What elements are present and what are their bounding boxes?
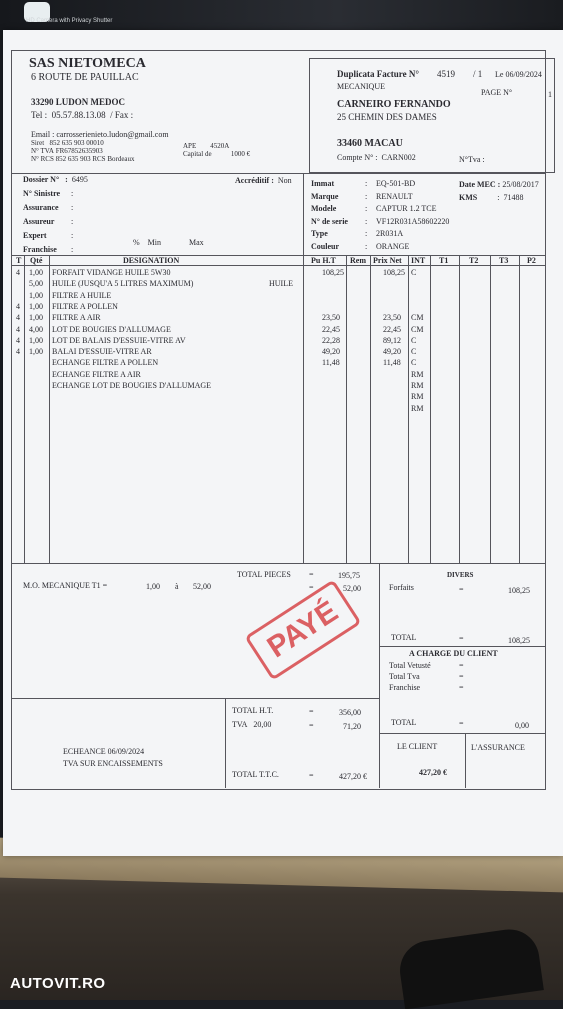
invoice-sep: / 1 (473, 69, 483, 79)
cell-des: ECHANGE FILTRE A POLLEN (52, 358, 159, 368)
cell-int: RM (411, 381, 424, 390)
fax-label: / Fax : (110, 110, 134, 120)
cell-pu: 23,50 (322, 313, 340, 323)
page-number: 1 (548, 90, 552, 99)
total-client-label: TOTAL (391, 718, 417, 727)
total-ttc: 427,20 € (339, 772, 367, 781)
cell-des: LOT DE BALAIS D'ESSUIE-VITRE AV (52, 335, 186, 345)
divider (379, 733, 545, 734)
account-number: CARN002 (381, 153, 416, 162)
divers-label: DIVERS (447, 571, 474, 579)
max-label: Max (189, 238, 204, 247)
company-name: SAS NIETOMECA (29, 56, 146, 71)
col-int: INT (411, 256, 426, 265)
col-t1: T1 (439, 256, 449, 265)
tva-total: 71,20 (343, 722, 361, 731)
rcs: 852 635 903 RCS Bordeaux (55, 155, 135, 163)
col-prixnet: Prix Net (373, 256, 402, 265)
ape: 4520A (210, 142, 230, 150)
cell-qte: 1,00 (29, 347, 43, 357)
col-t: T (16, 256, 22, 265)
col-t3: T3 (499, 256, 509, 265)
divider (11, 698, 379, 699)
pieces-total: 195,75 (338, 571, 360, 580)
mo-a: à (175, 582, 179, 591)
total-divers: 108,25 (508, 636, 530, 645)
col-t2: T2 (469, 256, 479, 265)
client-street: 25 CHEMIN DES DAMES (337, 112, 437, 122)
invoice-date: Le 06/09/2024 (495, 70, 542, 79)
assureur-label: Assureur (23, 217, 55, 226)
cell-net: 23,50 (383, 313, 401, 323)
cell-int: C (411, 358, 417, 368)
cell-t: 4 (16, 335, 20, 345)
col-puht: Pu H.T (311, 256, 336, 265)
cell-pu: 22,28 (322, 335, 340, 345)
divider (11, 563, 545, 564)
cell-t: 4 (16, 268, 20, 277)
franchise-label: Franchise (23, 245, 57, 254)
cell-net: 22,45 (383, 324, 401, 334)
divider (11, 255, 545, 256)
eq-sign: = (309, 583, 314, 592)
eq-sign: = (459, 719, 464, 728)
kms: 71488 (503, 193, 524, 202)
echeance: ECHEANCE 06/09/2024 (63, 747, 145, 756)
cell-qte: 1,00 (29, 268, 43, 277)
tva-encaissement: TVA SUR ENCAISSEMENTS (63, 759, 163, 768)
total-ht: 356,00 (339, 708, 361, 717)
cell-net: 49,20 (383, 347, 401, 357)
cell-t: 4 (16, 313, 20, 323)
cell-int: RM (411, 403, 424, 413)
column-divider (346, 255, 347, 563)
eq-sign: = (459, 672, 464, 681)
mo-label: M.O. MECANIQUE T1 = (23, 581, 108, 590)
capital-label: Capital de (183, 150, 212, 158)
eq-sign: = (309, 771, 314, 780)
cell-t: 4 (16, 301, 20, 311)
cell-net: 11,48 (383, 358, 401, 368)
sinistre-label: N° Sinistre (23, 189, 61, 198)
col-p2: P2 (527, 256, 536, 265)
tel-label: Tel : (31, 110, 48, 120)
camera-label: HD Camera with Privacy Shutter (26, 18, 113, 24)
tva-label: TVA (232, 720, 248, 729)
tva-client-label: Total Tva (389, 672, 420, 681)
invoice-title: Duplicata Facture N° (337, 69, 419, 79)
mec-label: Date MEC : (459, 180, 501, 189)
assurance-label: Assurance (23, 203, 59, 212)
cell-des: FORFAIT VIDANGE HUILE 5W30 (52, 268, 171, 277)
column-divider (49, 255, 50, 563)
page-label: PAGE N° (481, 88, 513, 97)
immat: EQ-501-BD (376, 179, 416, 188)
modele-label: Modele (311, 204, 337, 213)
cell-qte: 4,00 (29, 324, 43, 334)
tva-intra: FR67852635903 (55, 147, 103, 155)
modele: CAPTUR 1.2 TCE (376, 204, 437, 213)
client-name: CARNEIRO FERNANDO (337, 99, 451, 110)
cell-net: 108,25 (383, 268, 405, 277)
eq-sign: = (309, 707, 314, 716)
ape-label: APE (183, 142, 197, 150)
immat-label: Immat (311, 179, 335, 188)
cell-des: LOT DE BOUGIES D'ALLUMAGE (52, 324, 171, 334)
eq-sign: = (459, 661, 464, 670)
cell-des: BALAI D'ESSUIE-VITRE AR (52, 347, 152, 357)
mec: 25/08/2017 (502, 180, 539, 189)
invoice-type: MECANIQUE (337, 82, 385, 91)
dossier-label: Dossier N° (23, 175, 60, 184)
client-tva-label: N°Tva : (459, 155, 485, 164)
invoice-paper: SAS NIETOMECA 6 ROUTE DE PAUILLAC 33290 LUDON MEDOC Tel : 05.57.88.13.08 / Fax : Email : carrosserienieto.ludon@gmail.com Siret 852 635 903 00010 N° TVA FR67852635903 N° RCS 852 635 903 RCS Bordeaux APE 4520A Capital de 1000 € Duplicata Facture N° 4519 / 1 Le 06/09/2024 MECANIQUE PAGE N° 1 CARNEIRO FERNANDO 25 CHEMIN DES DAMES 33460 MACAU Compte N° : CARN002 N°Tva : Dossier N° : 6495 N° Sinistre Assurance Assureur Expert Franchise : : : : : % Min Max Accréditif : Non Immat Marque Modele N° de serie Type Couleur : : : : : : EQ-501-BD RENAULT CAPTUR 1.2 TCE VF12R031A58602220 2R031A ORANGE Date MEC : 25/08/2017 KMS : 71488 T Qté DESIGNATION Pu H.T Rem Prix Net INT T1 T2 T3 P2 4 1,00 FORFAIT VIDANGE HUILE 5W30 108,25 108,25 C 5,00 HUILE (JUSQU'A 5 LITRES MAXIMUM) HUILE 1,00 FILTRE A HUILE 4 1,00 FILTRE A POLLEN 4 1,00 FILTRE A AIR 23,50 23,50 CM 4 4,00 LOT DE BOUGIES D'ALLUMAGE 22,45 22,45 CM 4 1,00 LOT DE BALAIS D'ESSUIE-VITRE AV 22,28 89,12 C 4 1,00 BALAI D'ESSUIE-VITRE AR 49,20 49,20 C ECHANGE FILTRE A POLLEN 11,48 11,48 C ECHANGE FILTRE A AIR RM ECHANGE LOT DE BOUGIES D'ALLUMAGE RM RM RM M.O. MECANIQUE T1 = 1,00 à 52,00 TOTAL PIECES = 195,75 = 52,00 DIVERS Forfaits = 108,25 TOTAL = 108,25 A CHARGE DU CLIENT Total Vetusté Total Tva Franchise = = = TOTAL = 0,00 LE CLIENT L'ASSURANCE 427,20 € TOTAL H.T. = 356,00 TVA 20,00 = 71,20 TOTAL T.T.C. = 427,20 € ECHEANCE 06/09/2024 TVA SUR ENCAISSEMENTS (3, 30, 563, 856)
total-client: 0,00 (515, 721, 529, 730)
siret-label: Siret (31, 139, 45, 147)
cell-des: FILTRE A HUILE (52, 290, 112, 300)
kms-label: KMS (459, 193, 478, 202)
cell-int: CM (411, 324, 424, 334)
cell-pu: 11,48 (322, 358, 340, 368)
franchise-client-label: Franchise (389, 683, 421, 692)
ttc-label: TOTAL T.T.C. (232, 770, 279, 779)
cell-pu: 108,25 (322, 268, 344, 277)
capital: 1000 € (230, 150, 251, 158)
accredit-label: Accréditif : (235, 176, 274, 185)
column-divider (459, 255, 460, 563)
column-divider (370, 255, 371, 563)
couleur: ORANGE (376, 241, 410, 251)
forfaits-label: Forfaits (389, 583, 414, 592)
paid-stamp: PAYÉ (244, 579, 361, 680)
mo-total: 52,00 (343, 584, 361, 593)
company-email: carrosserienieto.ludon@gmail.com (56, 130, 169, 139)
divider (379, 646, 545, 647)
cell-des: ECHANGE LOT DE BOUGIES D'ALLUMAGE (52, 381, 212, 390)
marque-label: Marque (311, 191, 339, 201)
cell-int: C (411, 347, 417, 357)
email-label: Email : (31, 130, 55, 139)
mo-qty: 1,00 (146, 582, 160, 591)
cell-extra: HUILE (269, 279, 293, 289)
cell-net: 89,12 (383, 335, 401, 345)
type-label: Type (311, 229, 328, 238)
cell-int: RM (411, 392, 424, 402)
col-qte: Qté (30, 256, 43, 265)
invoice-number: 4519 (437, 69, 455, 79)
cell-qte: 1,00 (29, 290, 43, 300)
eq-sign: = (309, 721, 314, 730)
account-label: Compte N° : (337, 153, 378, 162)
divider (303, 173, 304, 255)
eq-sign: = (309, 570, 314, 579)
cell-int: C (411, 268, 417, 277)
client-city: 33460 MACAU (337, 138, 403, 149)
cell-des: ECHANGE FILTRE A AIR (52, 369, 141, 379)
tva-rate: 20,00 (253, 720, 272, 729)
cell-qte: 1,00 (29, 313, 43, 323)
cell-qte: 5,00 (29, 279, 43, 289)
column-divider (408, 255, 409, 563)
col-designation: DESIGNATION (123, 256, 180, 265)
dossier-number: 6495 (71, 175, 88, 184)
cell-t: 4 (16, 347, 20, 357)
pieces-label: TOTAL PIECES (237, 570, 291, 579)
forfaits-total: 108,25 (508, 586, 530, 595)
column-divider (303, 255, 304, 563)
cell-des: FILTRE A POLLEN (52, 301, 118, 311)
cell-t: 4 (16, 324, 20, 334)
marque: RENAULT (376, 191, 413, 201)
rcs-label: N° RCS (31, 155, 54, 163)
mo-rate: 52,00 (193, 582, 211, 591)
couleur-label: Couleur (311, 241, 339, 251)
le-client-label: LE CLIENT (397, 742, 438, 751)
percent-sign: % (133, 238, 140, 247)
cell-des: FILTRE A AIR (52, 313, 101, 323)
min-label: Min (147, 238, 162, 247)
divider (465, 733, 466, 788)
eq-sign: = (459, 683, 464, 692)
eq-sign: = (459, 585, 464, 594)
cell-int: RM (411, 369, 424, 379)
cell-qte: 1,00 (29, 335, 43, 345)
cell-des: HUILE (JUSQU'A 5 LITRES MAXIMUM) (52, 279, 194, 289)
col-rem: Rem (350, 256, 366, 265)
ht-label: TOTAL H.T. (232, 706, 274, 715)
serie: VF12R031A58602220 (376, 216, 450, 226)
cell-int: C (411, 335, 417, 345)
vetuste-label: Total Vetusté (389, 661, 431, 670)
column-divider (430, 255, 431, 563)
company-city: 33290 LUDON MEDOC (31, 97, 125, 107)
divider (225, 698, 226, 788)
cell-pu: 22,45 (322, 324, 340, 334)
assurance-total-label: L'ASSURANCE (471, 743, 525, 752)
autovit-watermark: AUTOVIT.RO (10, 975, 106, 992)
company-address: 6 ROUTE DE PAUILLAC (31, 72, 139, 83)
cell-pu: 49,20 (322, 347, 340, 357)
tva-intra-label: N° TVA (31, 147, 54, 155)
eq-sign: = (459, 634, 464, 643)
column-divider (24, 255, 25, 563)
total-divers-label: TOTAL (391, 633, 417, 642)
client-amount: 427,20 € (419, 768, 447, 777)
column-divider (490, 255, 491, 563)
siret: 852 635 903 00010 (49, 139, 104, 147)
charge-client-label: A CHARGE DU CLIENT (409, 649, 498, 658)
column-divider (519, 255, 520, 563)
type: 2R031A (376, 229, 404, 238)
accredit-value: Non (277, 176, 292, 185)
expert-label: Expert (23, 231, 47, 240)
cell-int: CM (411, 313, 424, 323)
company-tel: 05.57.88.13.08 (51, 110, 106, 120)
divider (11, 173, 545, 174)
divider (379, 563, 380, 788)
serie-label: N° de serie (311, 216, 348, 226)
cell-qte: 1,00 (29, 301, 43, 311)
divider (11, 265, 545, 266)
